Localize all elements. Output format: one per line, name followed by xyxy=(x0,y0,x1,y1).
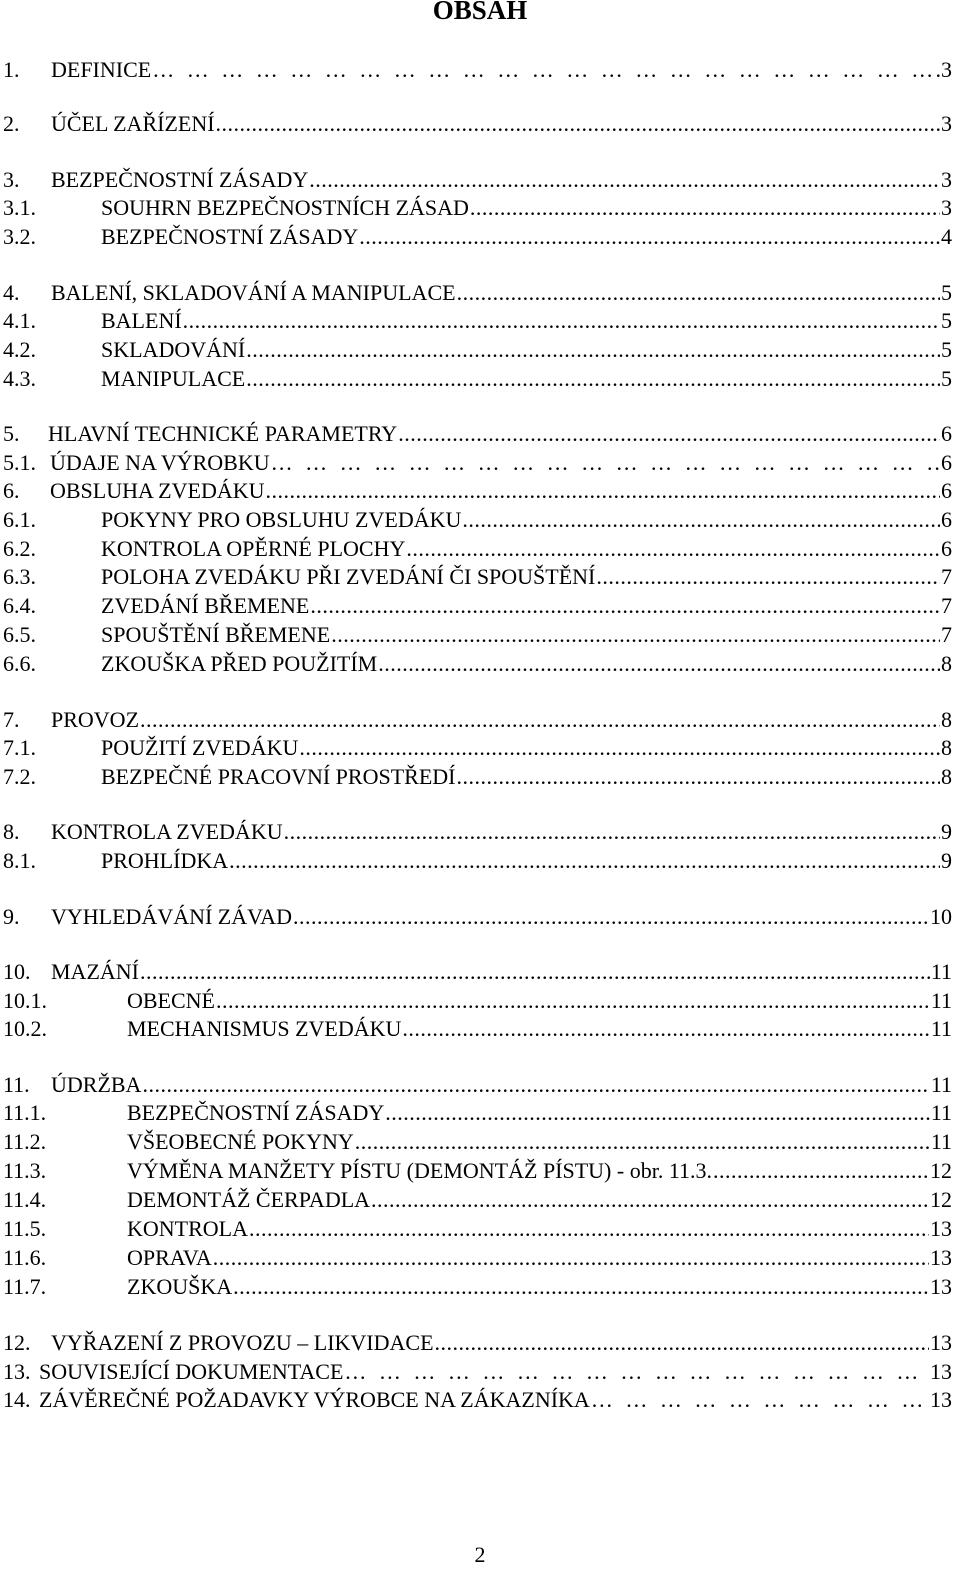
toc-entry-number: 6.3. xyxy=(3,564,36,589)
toc-entry-number: 11.7. xyxy=(3,1274,47,1299)
toc-entry-number: 11.2. xyxy=(3,1129,47,1154)
toc-entry-title: MAZÁNÍ xyxy=(51,959,139,984)
toc-entry-title: PROHLÍDKA xyxy=(101,848,229,873)
toc-entry-title: OPRAVA xyxy=(127,1245,212,1270)
toc-entry-page: 7 xyxy=(941,564,952,589)
toc-entry-number: 1. xyxy=(3,57,20,82)
toc-dot-leader xyxy=(457,279,940,307)
toc-entry-page: 3 xyxy=(941,195,952,220)
toc-entry[interactable] xyxy=(3,1071,952,1099)
toc-entry-page: 9 xyxy=(941,819,952,844)
toc-entry-number: 4.2. xyxy=(3,337,36,362)
toc-entry-page: 6 xyxy=(941,507,952,532)
toc-entry-page: 13 xyxy=(930,1387,952,1412)
toc-entry-page: 8 xyxy=(941,735,952,760)
toc-entry[interactable] xyxy=(3,449,952,477)
toc-entry[interactable] xyxy=(3,166,952,194)
toc-entry-title: ÚDAJE NA VÝROBKU xyxy=(50,450,270,475)
toc-entry-number: 4. xyxy=(3,280,20,305)
toc-dot-leader xyxy=(233,1273,929,1301)
toc-dot-leader xyxy=(246,365,940,393)
toc-entry[interactable] xyxy=(3,987,952,1015)
toc-entry[interactable] xyxy=(3,279,952,307)
toc-dot-leader xyxy=(299,734,940,762)
toc-entry[interactable] xyxy=(3,734,952,762)
toc-entry-page: 12 xyxy=(930,1158,952,1183)
toc-entry-title: POKYNY PRO OBSLUHU ZVEDÁKU xyxy=(101,507,462,532)
toc-dot-leader xyxy=(385,1099,930,1127)
toc-entry-page: 8 xyxy=(941,651,952,676)
toc-entry[interactable] xyxy=(3,506,952,534)
toc-entry[interactable] xyxy=(3,1329,952,1357)
toc-entry-title: ZKOUŠKA PŘED POUŽITÍM xyxy=(101,651,378,676)
toc-dot-leader xyxy=(359,223,940,251)
toc-entry-page: 12 xyxy=(930,1187,952,1212)
toc-dot-leader xyxy=(213,1244,929,1272)
toc-entry-page: .3 xyxy=(935,57,952,82)
toc-dot-leader xyxy=(142,1071,929,1099)
toc-entry-page: 13 xyxy=(930,1359,952,1384)
page-number: 2 xyxy=(474,1542,486,1567)
toc-entry-number: 7. xyxy=(3,707,20,732)
toc-entry-page: 13 xyxy=(930,1245,952,1270)
toc-entry[interactable] xyxy=(3,1015,952,1043)
toc-entry-page: 13 xyxy=(930,1330,952,1355)
toc-dot-leader xyxy=(406,535,940,563)
toc-entry[interactable] xyxy=(3,1244,952,1272)
toc-entry-title: BEZPEČNOSTNÍ ZÁSADY xyxy=(101,224,359,249)
toc-entry-title: PROVOZ xyxy=(51,707,140,732)
toc-entry-page: 4 xyxy=(941,224,952,249)
toc-entry-title: POUŽITÍ ZVEDÁKU xyxy=(101,735,299,760)
toc-dot-leader xyxy=(183,307,940,335)
toc-entry-page: 6 xyxy=(941,421,952,446)
toc-entry[interactable] xyxy=(3,1273,952,1301)
toc-entry-title: ÚDRŽBA xyxy=(51,1072,142,1097)
toc-dot-leader xyxy=(371,1186,929,1214)
toc-entry-page: 11 xyxy=(930,988,952,1013)
toc-entry-number: 10. xyxy=(3,959,31,984)
toc-entry-title: SOUVISEJÍCÍ DOKUMENTACE xyxy=(39,1359,344,1384)
toc-entry-page: 7 xyxy=(941,622,952,647)
toc-entry-page: 5 xyxy=(941,337,952,362)
toc-entry-number: 13. xyxy=(3,1359,31,1384)
toc-dot-leader xyxy=(271,449,940,477)
toc-entry[interactable] xyxy=(3,1099,952,1127)
toc-entry-title: KONTROLA ZVEDÁKU xyxy=(51,819,283,844)
toc-entry[interactable] xyxy=(3,847,952,875)
toc-entry[interactable] xyxy=(3,958,952,986)
page-title: OBSAH xyxy=(432,0,528,25)
toc-dot-leader xyxy=(456,763,940,791)
toc-entry[interactable] xyxy=(3,307,952,335)
toc-entry-number: 11.5. xyxy=(3,1216,47,1241)
toc-entry[interactable] xyxy=(3,535,952,563)
toc-entry[interactable] xyxy=(3,763,952,791)
toc-entry-number: 11.3. xyxy=(3,1158,47,1183)
toc-entry-number: 3.2. xyxy=(3,224,36,249)
toc-dot-leader xyxy=(249,1215,929,1243)
toc-dot-leader xyxy=(355,1128,930,1156)
toc-dot-leader xyxy=(216,987,930,1015)
toc-entry[interactable] xyxy=(3,650,952,678)
toc-entry-number: 5. xyxy=(3,421,20,446)
toc-entry-title: SPOUŠTĚNÍ BŘEMENE xyxy=(101,622,331,647)
toc-entry[interactable] xyxy=(3,621,952,649)
toc-entry-title: BEZPEČNOSTNÍ ZÁSADY xyxy=(51,167,309,192)
toc-dot-leader xyxy=(470,194,940,222)
toc-entry-page: 11 xyxy=(930,1129,952,1154)
toc-entry[interactable] xyxy=(3,1128,952,1156)
toc-dot-leader xyxy=(140,958,930,986)
toc-entry-page: 5 xyxy=(941,366,952,391)
toc-entry-title: VYHLEDÁVÁNÍ ZÁVAD xyxy=(51,904,292,929)
toc-entry[interactable] xyxy=(3,903,952,931)
toc-entry-number: 14. xyxy=(3,1387,31,1412)
toc-entry-number: 8. xyxy=(3,819,20,844)
toc-entry-page: 6 xyxy=(941,536,952,561)
toc-entry-number: 3.1. xyxy=(3,195,36,220)
toc-entry-number: 10.1. xyxy=(3,988,47,1013)
toc-dot-leader xyxy=(713,1157,929,1185)
toc-entry-number: 7.1. xyxy=(3,735,36,760)
toc-entry-title: ZVEDÁNÍ BŘEMENE xyxy=(101,593,310,618)
toc-entry-number: 10.2. xyxy=(3,1016,47,1041)
toc-entry[interactable] xyxy=(3,223,952,251)
toc-entry[interactable] xyxy=(3,477,952,505)
toc-entry-page: 10 xyxy=(930,904,952,929)
toc-dot-leader xyxy=(398,420,940,448)
toc-entry-title: BALENÍ xyxy=(101,308,182,333)
toc-dot-leader xyxy=(293,903,929,931)
toc-dot-leader xyxy=(344,1358,929,1386)
toc-entry-title: HLAVNÍ TECHNICKÉ PARAMETRY xyxy=(48,421,398,446)
toc-entry-page: 11 xyxy=(930,1016,952,1041)
toc-entry-page: 7 xyxy=(941,593,952,618)
toc-entry-number: 6. xyxy=(3,478,20,503)
toc-entry[interactable] xyxy=(3,365,952,393)
toc-entry-title: DEMONTÁŽ ČERPADLA xyxy=(127,1187,371,1212)
toc-entry-title: DEFINICE xyxy=(51,57,152,82)
toc-dot-leader xyxy=(140,706,940,734)
toc-entry-page: 11 xyxy=(930,959,952,984)
toc-entry-title: SOUHRN BEZPEČNOSTNÍCH ZÁSAD xyxy=(101,195,469,220)
toc-entry[interactable] xyxy=(3,563,952,591)
toc-entry-number: 5.1. xyxy=(3,450,36,475)
toc-entry-title: BEZPEČNÉ PRACOVNÍ PROSTŘEDÍ xyxy=(101,764,456,789)
toc-entry[interactable] xyxy=(3,1386,952,1414)
toc-entry-title: KONTROLA OPĚRNÉ PLOCHY xyxy=(101,536,406,561)
toc-entry[interactable] xyxy=(3,110,952,138)
toc-entry-page: 6 xyxy=(941,450,952,475)
toc-dot-leader xyxy=(266,477,941,505)
toc-entry-title: KONTROLA xyxy=(127,1216,248,1241)
toc-entry-number: 6.1. xyxy=(3,507,36,532)
toc-entry-page: 11 xyxy=(930,1072,952,1097)
toc-entry[interactable] xyxy=(3,194,952,222)
toc-entry-number: 7.2. xyxy=(3,764,36,789)
toc-entry-number: 6.4. xyxy=(3,593,36,618)
toc-entry[interactable] xyxy=(3,1157,952,1185)
toc-entry[interactable] xyxy=(3,1358,952,1386)
toc-entry-page: 9 xyxy=(941,848,952,873)
toc-entry-page: 5 xyxy=(941,280,952,305)
toc-entry[interactable] xyxy=(3,420,952,448)
toc-entry-page: 13 xyxy=(930,1274,952,1299)
toc-entry-number: 3. xyxy=(3,167,20,192)
toc-entry-title: ÚČEL ZAŘÍZENÍ xyxy=(51,111,215,136)
toc-entry-number: 12. xyxy=(3,1330,31,1355)
toc-dot-leader xyxy=(331,621,940,649)
toc-entry-number: 11.6. xyxy=(3,1245,47,1270)
toc-entry-number: 6.6. xyxy=(3,651,36,676)
toc-entry-title: MECHANISMUS ZVEDÁKU xyxy=(127,1016,402,1041)
toc-dot-leader xyxy=(229,847,940,875)
toc-entry[interactable] xyxy=(3,1215,952,1243)
toc-dot-leader xyxy=(435,1329,929,1357)
toc-entry-number: 11.1. xyxy=(3,1100,47,1125)
toc-dot-leader xyxy=(309,166,940,194)
toc-entry-page: 3 xyxy=(941,167,952,192)
toc-entry[interactable] xyxy=(3,1186,952,1214)
toc-entry-number: 6.2. xyxy=(3,536,36,561)
toc-dot-leader xyxy=(310,592,940,620)
toc-entry-page: 6 xyxy=(941,478,952,503)
toc-entry-number: 2. xyxy=(3,111,20,136)
toc-entry-number: 9. xyxy=(3,904,20,929)
toc-entry-title: OBSLUHA ZVEDÁKU xyxy=(50,478,265,503)
toc-entry-page: 11 xyxy=(930,1100,952,1125)
toc-entry-title: ZKOUŠKA xyxy=(127,1274,233,1299)
toc-entry[interactable] xyxy=(3,56,952,84)
toc-entry-page: 8 xyxy=(941,707,952,732)
toc-entry-title: BEZPEČNOSTNÍ ZÁSADY xyxy=(127,1100,385,1125)
toc-entry-title: MANIPULACE xyxy=(101,366,246,391)
toc-entry[interactable] xyxy=(3,706,952,734)
toc-entry-number: 4.1. xyxy=(3,308,36,333)
toc-dot-leader xyxy=(462,506,940,534)
toc-dot-leader xyxy=(596,563,940,591)
toc-entry[interactable] xyxy=(3,336,952,364)
toc-dot-leader xyxy=(216,110,940,138)
toc-dot-leader xyxy=(152,56,934,84)
toc-entry-title: VÝMĚNA MANŽETY PÍSTU (DEMONTÁŽ PÍSTU) - obr. 11.3. xyxy=(127,1158,713,1183)
toc-entry-number: 4.3. xyxy=(3,366,36,391)
toc-entry-title: VŠEOBECNÉ POKYNY xyxy=(127,1129,354,1154)
toc-entry-title: SKLADOVÁNÍ xyxy=(101,337,246,362)
toc-entry-title: OBECNÉ xyxy=(127,988,215,1013)
toc-dot-leader xyxy=(402,1015,929,1043)
toc-entry[interactable] xyxy=(3,592,952,620)
toc-entry-number: 8.1. xyxy=(3,848,36,873)
toc-entry-title: ZÁVĚREČNÉ POŽADAVKY VÝROBCE NA ZÁKAZNÍKA xyxy=(39,1387,590,1412)
toc-entry[interactable] xyxy=(3,818,952,846)
toc-dot-leader xyxy=(246,336,940,364)
toc-dot-leader xyxy=(284,818,940,846)
toc-entry-page: 13 xyxy=(930,1216,952,1241)
toc-entry-title: BALENÍ, SKLADOVÁNÍ A MANIPULACE xyxy=(51,280,456,305)
toc-entry-number: 6.5. xyxy=(3,622,36,647)
toc-dot-leader xyxy=(591,1386,929,1414)
toc-entry-title: POLOHA ZVEDÁKU PŘI ZVEDÁNÍ ČI SPOUŠTĚNÍ xyxy=(101,564,596,589)
toc-entry-number: 11. xyxy=(3,1072,30,1097)
toc-entry-number: 11.4. xyxy=(3,1187,47,1212)
toc-entry-page: 3 xyxy=(941,111,952,136)
toc-entry-page: 8 xyxy=(941,764,952,789)
toc-dot-leader xyxy=(378,650,940,678)
toc-entry-title: VYŘAZENÍ Z PROVOZU – LIKVIDACE xyxy=(51,1330,434,1355)
toc-entry-page: 5 xyxy=(941,308,952,333)
